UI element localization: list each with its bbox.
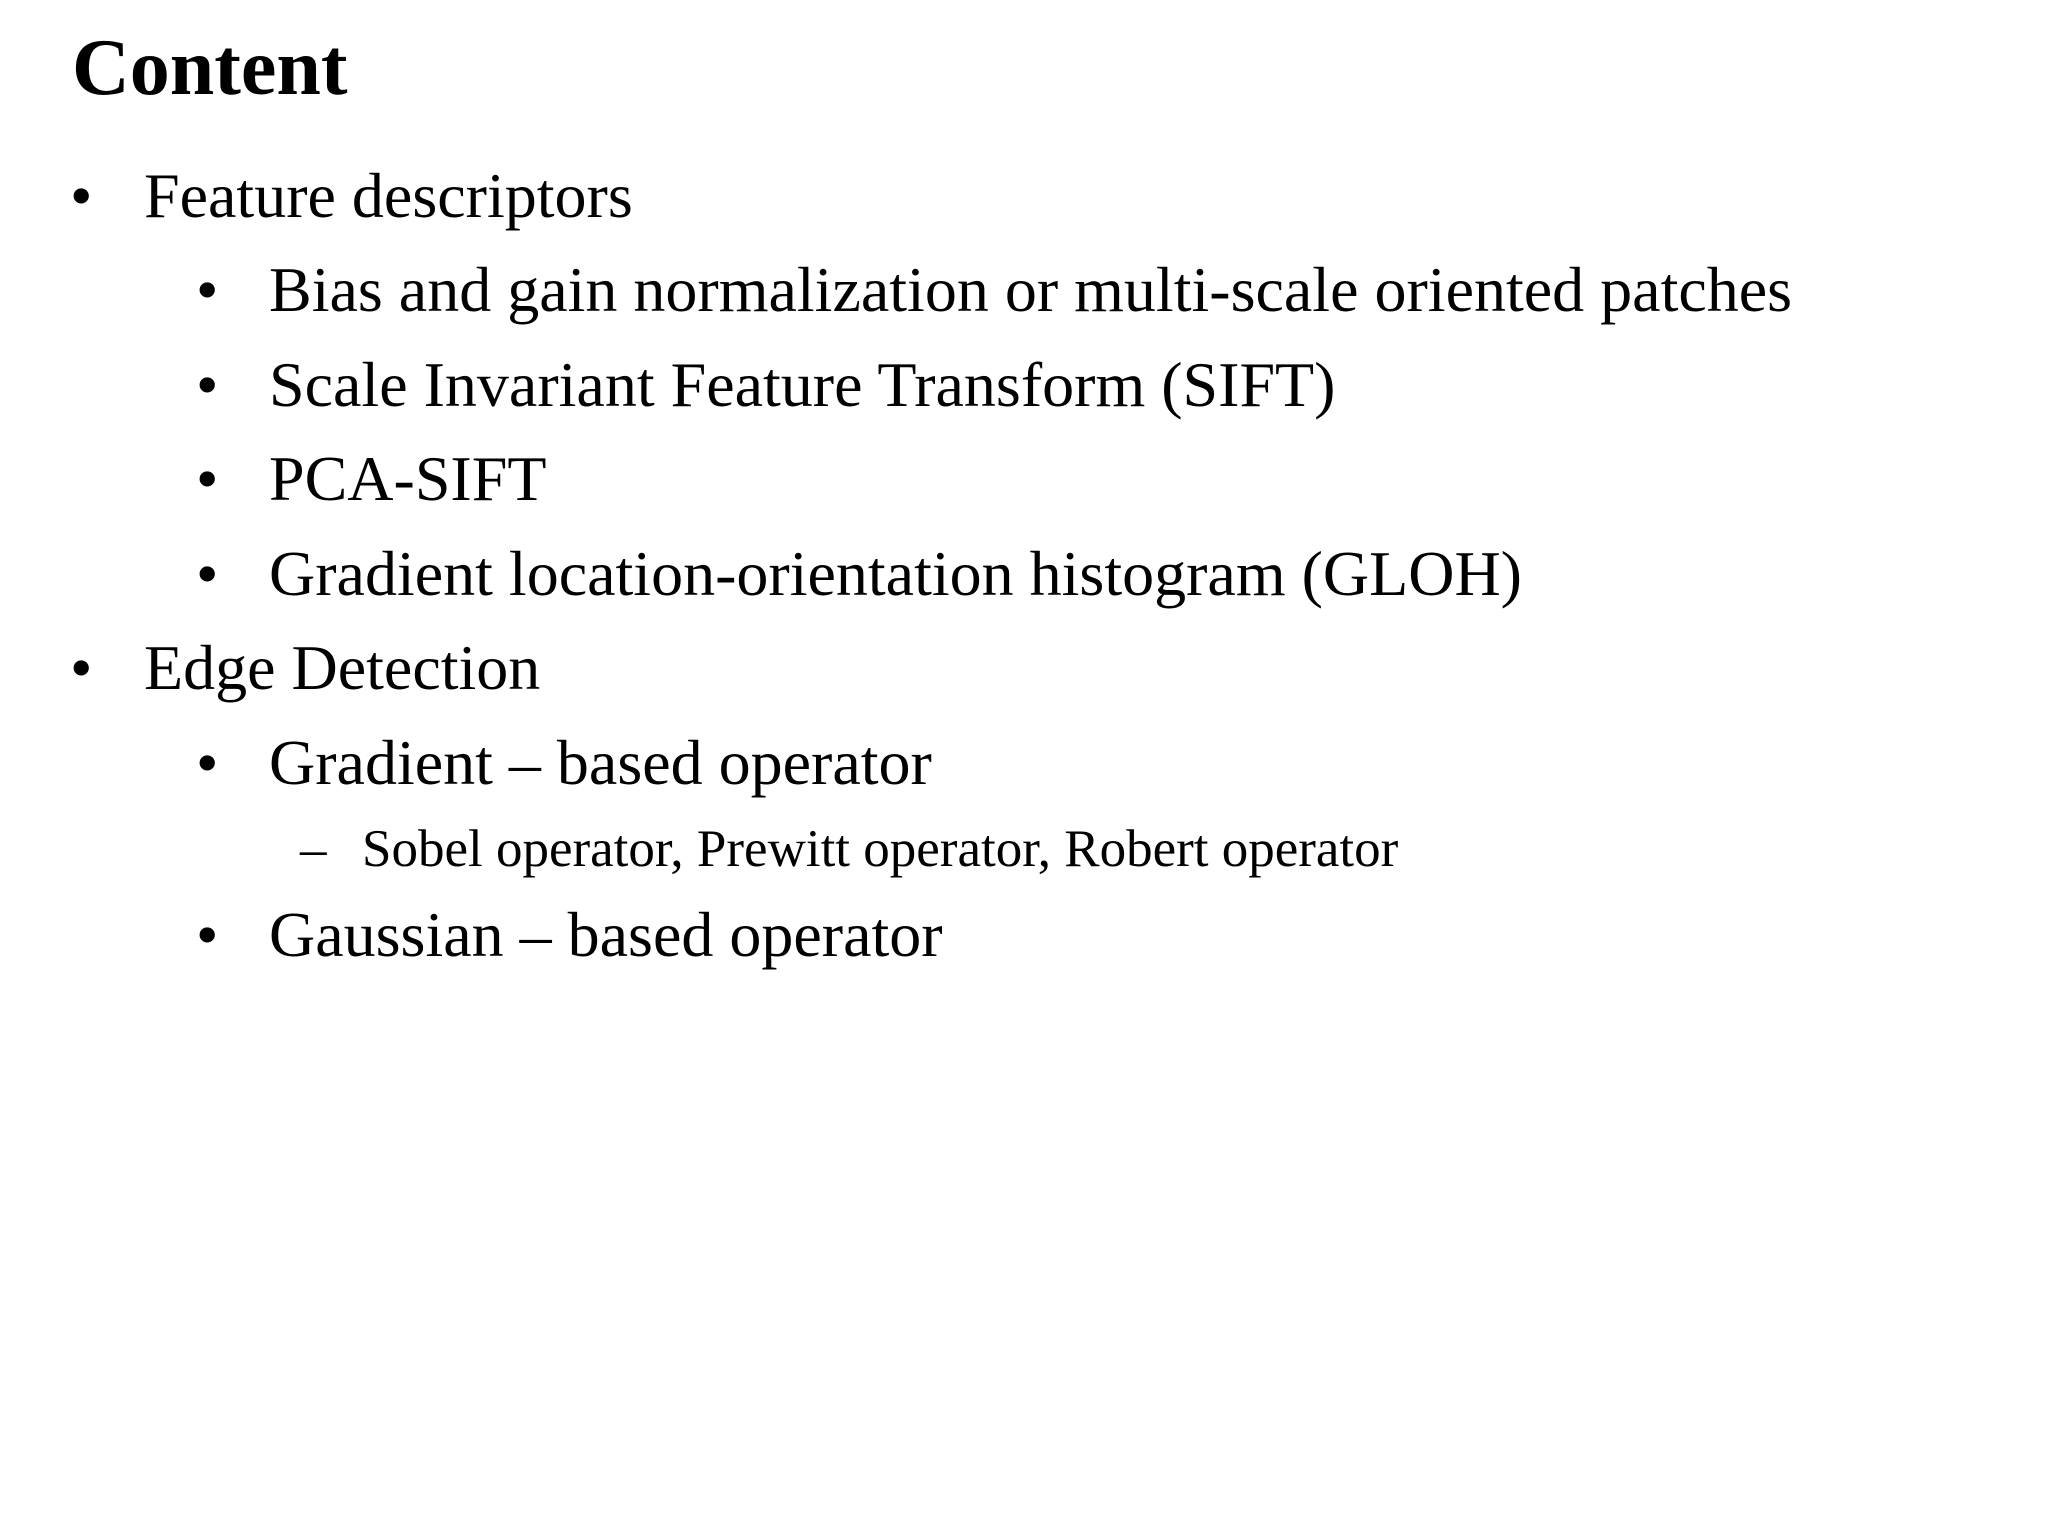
bullet-text: Gradient – based operator: [269, 727, 932, 798]
dash-icon: –: [300, 820, 327, 878]
bullet-icon: •: [196, 727, 219, 798]
bullet-icon: •: [196, 899, 219, 970]
bullet-icon: •: [196, 349, 219, 420]
bullet-icon: •: [196, 254, 219, 325]
bullet-text: Gaussian – based operator: [269, 899, 943, 970]
bullet-text: Scale Invariant Feature Transform (SIFT): [269, 349, 1336, 420]
bullet-text: Bias and gain normalization or multi-scale oriented patches: [269, 254, 1793, 325]
bullet-icon: •: [196, 443, 219, 514]
bullet-text: Feature descriptors: [144, 160, 633, 231]
bullet-text: PCA-SIFT: [269, 443, 547, 514]
bullet-icon: •: [196, 538, 219, 609]
bullet-icon: •: [70, 632, 93, 703]
bullet-text: Gradient location-orientation histogram (GLOH): [269, 538, 1522, 609]
bullet-text: Edge Detection: [144, 632, 541, 703]
slide-title: Content: [72, 24, 348, 112]
bullet-icon: •: [70, 160, 93, 231]
dash-text: Sobel operator, Prewitt operator, Robert operator: [362, 820, 1399, 878]
